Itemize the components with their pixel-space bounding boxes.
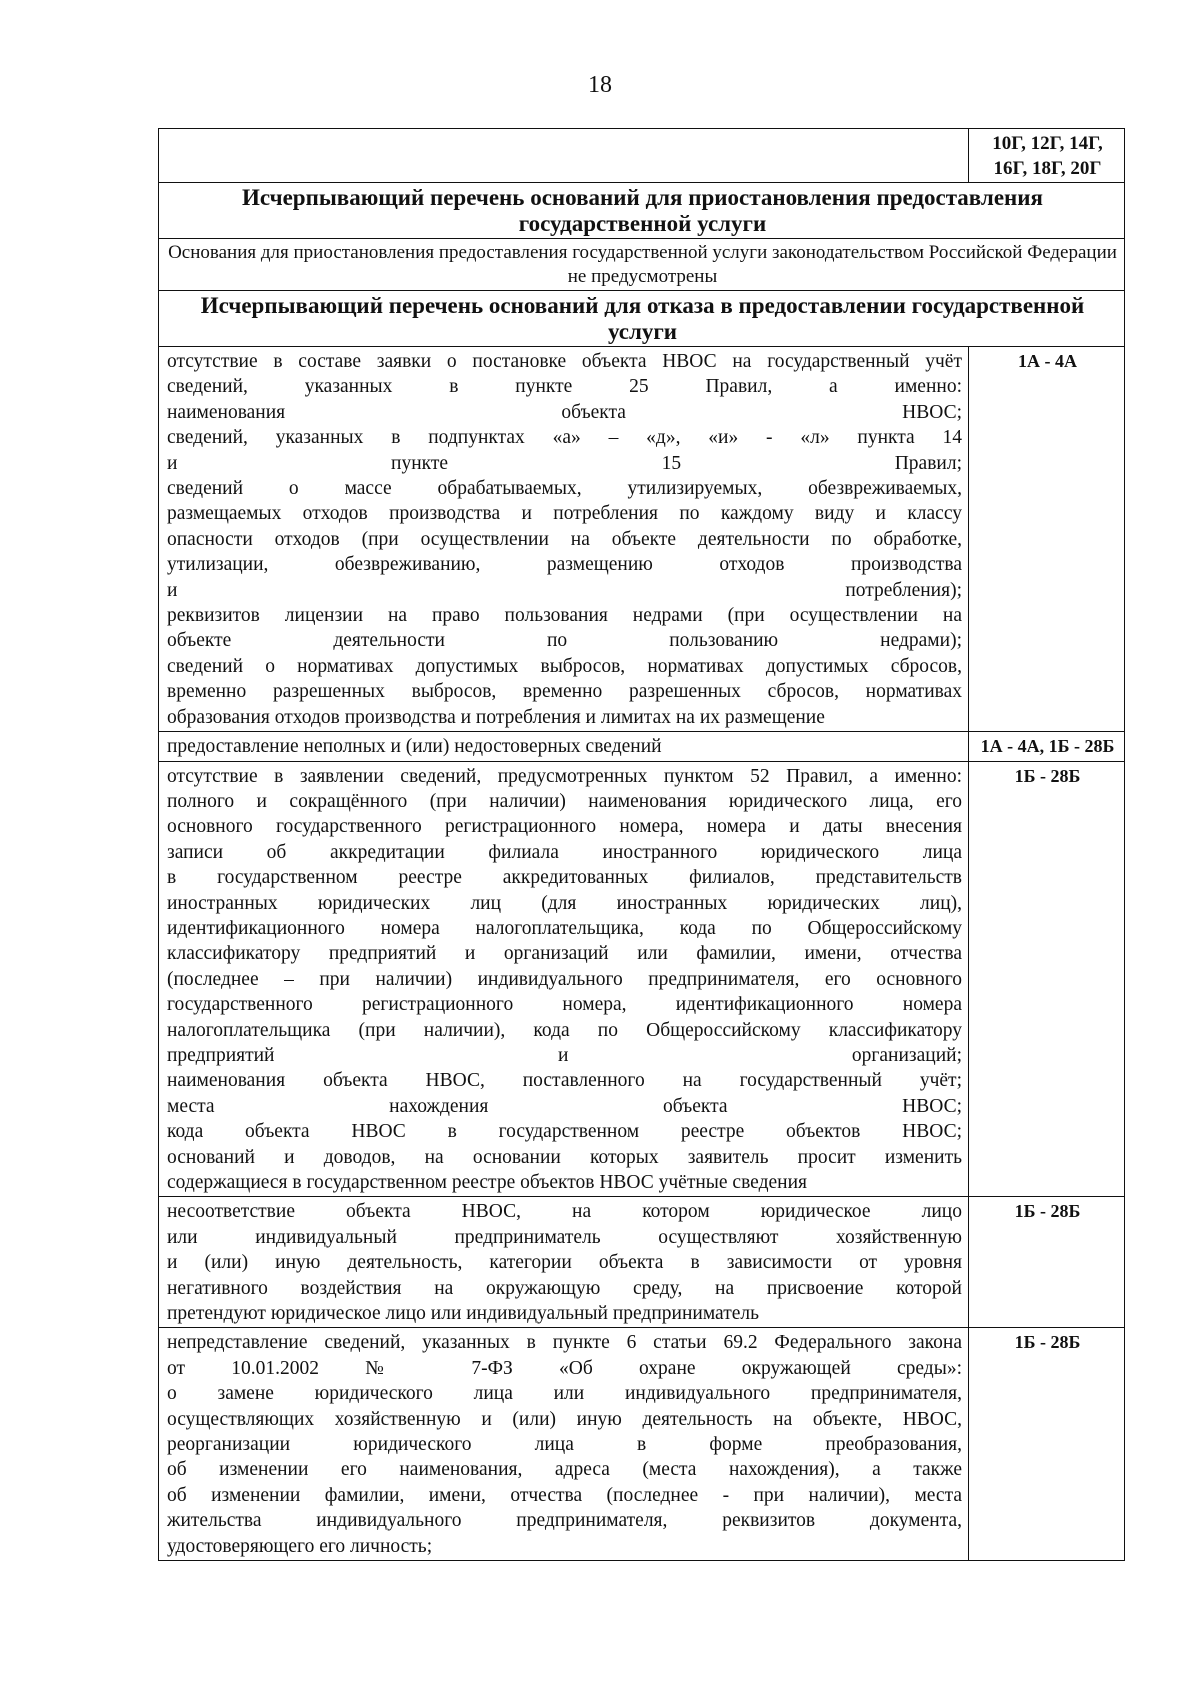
ground-text-line: (последнее – при наличии) индивидуального предпринимателя, его основного <box>167 968 962 990</box>
ground-text-line: жительства индивидуального предпринимателя, реквизитов документа, <box>167 1510 962 1532</box>
grounds-table <box>158 128 1125 1561</box>
ground-text-line: наименования объекта НВОС, поставленного на государственный учёт; <box>167 1070 962 1092</box>
refusal-heading-row <box>159 291 1125 347</box>
ground-codes-cell: 1Б - 28Б <box>969 1197 1125 1328</box>
table-row <box>159 1328 1125 1561</box>
ground-text-line: идентификационного номера налогоплательщика, кода по Общероссийскому <box>167 917 962 939</box>
table-row <box>159 347 1125 732</box>
ground-codes-cell: 1А - 4А <box>969 347 1125 732</box>
ground-text-line: предприятий и организаций; <box>167 1044 962 1066</box>
table-row <box>159 1197 1125 1328</box>
ground-text-line: налогоплательщика (при наличии), кода по Общероссийскому классификатору <box>167 1019 962 1041</box>
header-codes-cell: 10Г, 12Г, 14Г, 16Г, 18Г, 20Г <box>969 129 1125 183</box>
ground-text-line: государственного регистрационного номера, идентификационного номера <box>167 994 962 1016</box>
ground-text-line: иностранных юридических лиц (для иностранных юридических лиц), <box>167 892 962 914</box>
page-number: 18 <box>588 72 612 98</box>
ground-text-line: реорганизации юридического лица в форме преобразования, <box>167 1434 962 1456</box>
ground-codes-cell: 1Б - 28Б <box>969 1328 1125 1561</box>
ground-text-line: негативного воздействия на окружающую среду, на присвоение которой <box>167 1277 962 1299</box>
ground-text-cell <box>159 732 969 761</box>
ground-text-line: сведений о массе обрабатываемых, утилизируемых, обезвреживаемых, <box>167 478 962 500</box>
ground-text-line: удостоверяющего его личность; <box>167 1535 433 1557</box>
table-row <box>159 732 1125 761</box>
suspension-note-row <box>159 239 1125 291</box>
ground-text-line: сведений о нормативах допустимых выбросов, нормативах допустимых сбросов, <box>167 655 962 677</box>
ground-text-line: кода объекта НВОС в государственном реестре объектов НВОС; <box>167 1121 962 1143</box>
ground-codes-cell: 1Б - 28Б <box>969 761 1125 1197</box>
ground-text-line: от 10.01.2002 № 7-ФЗ «Об охране окружающей среды»: <box>167 1357 962 1379</box>
empty-header-cell <box>159 129 969 183</box>
ground-text-line: реквизитов лицензии на право пользования недрами (при осуществлении на <box>167 605 962 627</box>
ground-text-line: непредставление сведений, указанных в пункте 6 статьи 69.2 Федерального закона <box>167 1332 962 1354</box>
ground-text-line: отсутствие в составе заявки о постановке объекта НВОС на государственный учёт <box>167 351 962 372</box>
refusal-grounds-body <box>159 347 1125 1561</box>
ground-text-line: образования отходов производства и потребления и лимитах на их размещение <box>167 706 825 728</box>
ground-text-line: несоответствие объекта НВОС, на котором юридическое лицо <box>167 1201 962 1223</box>
ground-text-line: об изменении его наименования, адреса (места нахождения), а также <box>167 1459 962 1481</box>
ground-text-line: содержащиеся в государственном реестре объектов НВОС учётные сведения <box>167 1172 807 1193</box>
ground-text-line: места нахождения объекта НВОС; <box>167 1095 962 1117</box>
ground-text-line: оснований и доводов, на основании которых заявитель просит изменить <box>167 1146 962 1168</box>
ground-text-line: о замене юридического лица или индивидуального предпринимателя, <box>167 1383 962 1405</box>
ground-text-line: или индивидуальный предприниматель осуществляют хозяйственную <box>167 1226 962 1248</box>
ground-codes-cell: 1А - 4А, 1Б - 28Б <box>969 732 1125 761</box>
suspension-heading-row <box>159 183 1125 239</box>
ground-text-line: опасности отходов (при осуществлении на объекте деятельности по обработке, <box>167 528 962 550</box>
ground-text-cell <box>159 761 969 1197</box>
table-header-row <box>159 129 1125 183</box>
ground-text-line: сведений, указанных в пункте 25 Правил, а именно: <box>167 376 962 398</box>
ground-text-cell <box>159 1328 969 1561</box>
ground-text-line: и потребления); <box>167 579 962 601</box>
ground-text-line: отсутствие в заявлении сведений, предусмотренных пунктом 52 Правил, а именно: <box>167 765 962 787</box>
refusal-heading: Исчерпывающий перечень оснований для отказа в предоставлении государственной услуги <box>159 291 1125 347</box>
ground-text-line: временно разрешенных выбросов, временно разрешенных сбросов, нормативах <box>167 681 962 703</box>
table-row <box>159 761 1125 1197</box>
ground-text-line: записи об аккредитации филиала иностранного юридического лица <box>167 841 962 863</box>
ground-text-line: классификатору предприятий и организаций или фамилии, имени, отчества <box>167 943 962 965</box>
ground-text-line: утилизации, обезвреживанию, размещению отходов производства <box>167 554 962 576</box>
ground-text-line: и (или) иную деятельность, категории объекта в зависимости от уровня <box>167 1252 962 1274</box>
ground-text-line: претендуют юридическое лицо или индивидуальный предприниматель <box>167 1303 759 1325</box>
suspension-heading: Исчерпывающий перечень оснований для приостановления предоставления государственной услуги <box>159 183 1125 239</box>
ground-text-line: объекте деятельности по пользованию недрами); <box>167 630 962 652</box>
ground-text-cell <box>159 1197 969 1328</box>
ground-text-line: размещаемых отходов производства и потребления по каждому виду и классу <box>167 503 962 525</box>
ground-text-cell <box>159 347 969 732</box>
ground-text-line: полного и сокращённого (при наличии) наименования юридического лица, его <box>167 790 962 812</box>
suspension-note: Основания для приостановления предоставления государственной услуги законодательством Российской Федерации не предусмотрены <box>159 239 1125 291</box>
ground-text-line: наименования объекта НВОС; <box>167 401 962 423</box>
ground-text-line: об изменении фамилии, имени, отчества (последнее - при наличии), места <box>167 1484 962 1506</box>
ground-text-line: предоставление неполных и (или) недостоверных сведений <box>167 736 662 758</box>
ground-text-line: и пункте 15 Правил; <box>167 452 962 474</box>
ground-text-line: в государственном реестре аккредитованных филиалов, представительств <box>167 867 962 889</box>
ground-text-line: основного государственного регистрационного номера, номера и даты внесения <box>167 816 962 838</box>
ground-text-line: осуществляющих хозяйственную и (или) иную деятельность на объекте, НВОС, <box>167 1408 962 1430</box>
ground-text-line: сведений, указанных в подпунктах «а» – «д», «и» - «л» пункта 14 <box>167 427 962 449</box>
